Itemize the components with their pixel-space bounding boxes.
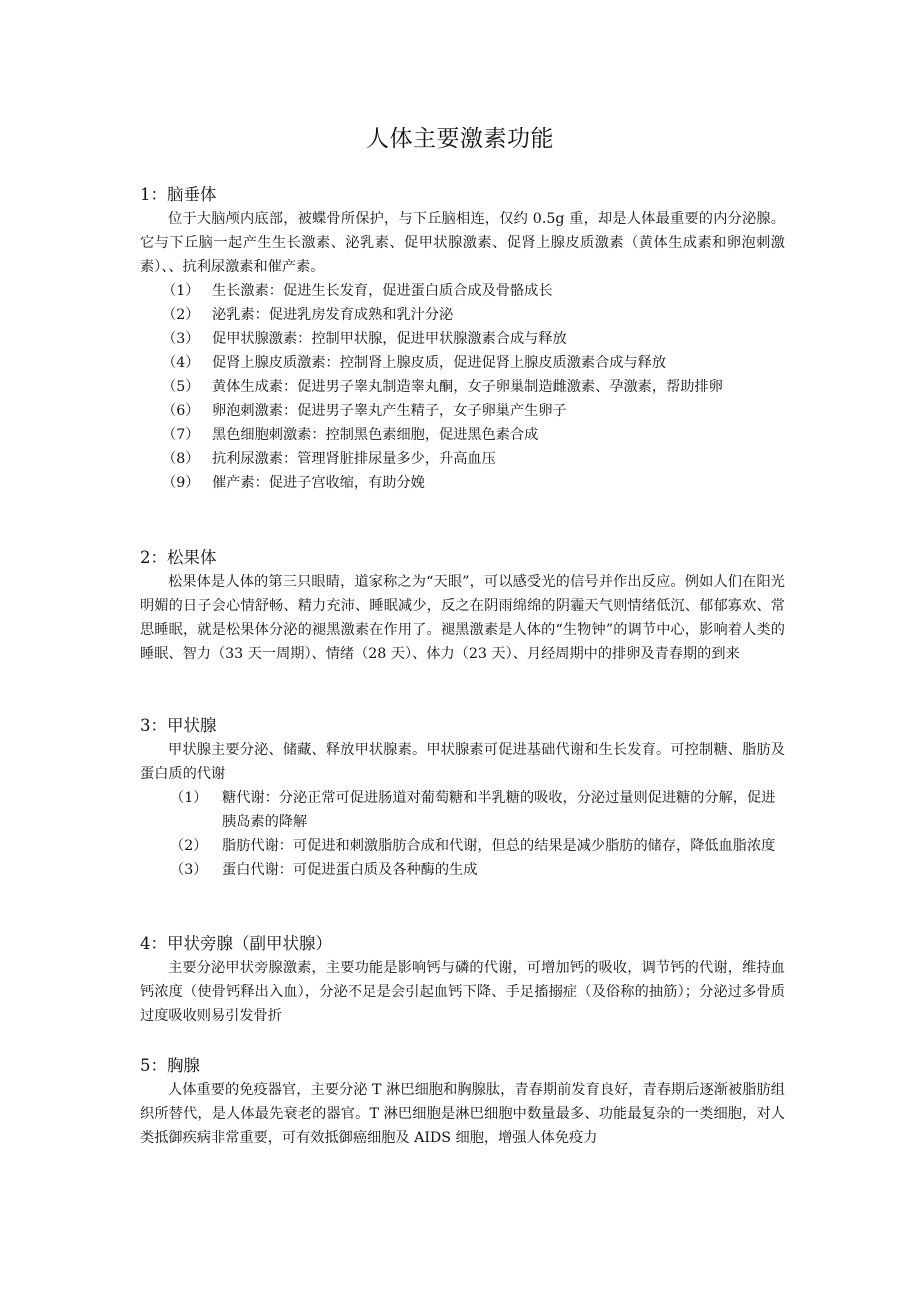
- item-number: （2）: [162, 307, 200, 323]
- list-item: [140, 399, 785, 423]
- item-text: 卵泡刺激素：促进男子睾丸产生精子，女子卵巢产生卵子: [212, 403, 567, 419]
- section-pineal: [140, 546, 785, 666]
- section-paragraph: 主要分泌甲状旁腺激素，主要功能是影响钙与磷的代谢，可增加钙的吸收，调节钙的代谢，维持血钙浓度（使骨钙释出入血），分泌不足是会引起血钙下降、手足搐搦症（及俗称的抽筋）；分泌过多骨质过度吸收则易引发骨折: [140, 960, 785, 1024]
- item-text: 脂肪代谢：可促进和刺激脂肪合成和代谢，但总的结果是减少脂肪的储存，降低血脂浓度: [222, 838, 776, 854]
- item-text: 糖代谢：分泌正常可促进肠道对葡萄糖和半乳糖的吸收，分泌过量则促进糖的分解，促进胰岛素的降解: [222, 790, 776, 830]
- section-heading: 2：松果体: [140, 548, 217, 567]
- list-item: [140, 834, 785, 858]
- item-text: 促肾上腺皮质激素：控制肾上腺皮质，促进促肾上腺皮质激素合成与释放: [212, 355, 667, 371]
- section-parathyroid: [140, 932, 785, 1028]
- list-item: [140, 447, 785, 471]
- item-number: （2）: [170, 838, 208, 854]
- item-number: （5）: [162, 379, 200, 395]
- item-number: （1）: [162, 283, 200, 299]
- metabolism-list: [140, 786, 785, 882]
- item-text: 催产素：促进子宫收缩，有助分娩: [212, 475, 425, 491]
- item-number: （6）: [162, 403, 200, 419]
- list-item: [140, 375, 785, 399]
- item-number: （3）: [162, 331, 200, 347]
- item-number: （7）: [162, 427, 200, 443]
- section-paragraph: 位于大脑颅内底部，被蝶骨所保护，与下丘脑相连，仅约 0.5g 重，却是人体最重要的内分泌腺。它与下丘脑一起产生生长激素、泌乳素、促甲状腺激素、促肾上腺皮质激素（黄体生成素和卵泡刺激素）、、抗利尿激素和催产素。: [140, 211, 785, 275]
- section-paragraph: 松果体是人体的第三只眼睛，道家称之为“天眼”，可以感受光的信号并作出反应。例如人们在阳光明媚的日子会心情舒畅、精力充沛、睡眠减少，反之在阴雨绵绵的阴霾天气则情绪低沉、郁郁寡欢、常思睡眠，就是松果体分泌的褪黑激素在作用了。褪黑激素是人体的“生物钟”的调节中心，影响着人类的睡眠、智力（33 天一周期）、情绪（28 天）、体力（23 天）、月经周期中的排卵及青春期的到来: [140, 574, 785, 662]
- item-number: （4）: [162, 355, 200, 371]
- item-number: （1）: [170, 790, 208, 806]
- item-number: （3）: [170, 862, 208, 878]
- item-text: 蛋白代谢：可促进蛋白质及各种酶的生成: [222, 862, 478, 878]
- item-text: 抗利尿激素：管理肾脏排尿量多少，升高血压: [212, 451, 496, 467]
- list-item: [140, 327, 785, 351]
- list-item: [140, 351, 785, 375]
- hormone-list: [140, 279, 785, 495]
- list-item: [140, 279, 785, 303]
- section-heading: 3：甲状腺: [140, 716, 217, 735]
- item-text: 黄体生成素：促进男子睾丸制造睾丸酮，女子卵巢制造雌激素、孕激素，帮助排卵: [212, 379, 723, 395]
- list-item: [140, 858, 785, 882]
- item-number: （8）: [162, 451, 200, 467]
- item-text: 生长激素：促进生长发育，促进蛋白质合成及骨骼成长: [212, 283, 553, 299]
- list-item: [140, 423, 785, 447]
- list-item: [140, 471, 785, 495]
- list-item: [140, 786, 785, 834]
- item-text: 促甲状腺激素：控制甲状腺，促进甲状腺激素合成与释放: [212, 331, 567, 347]
- section-pituitary: [140, 183, 785, 495]
- section-paragraph: 甲状腺主要分泌、储藏、释放甲状腺素。甲状腺素可促进基础代谢和生长发育。可控制糖、脂肪及蛋白质的代谢: [140, 742, 785, 782]
- section-thyroid: [140, 714, 785, 882]
- section-heading: 4：甲状旁腺（副甲状腺）: [140, 934, 332, 953]
- document-title: 人体主要激素功能: [366, 126, 554, 152]
- section-thymus: [140, 1054, 785, 1150]
- section-heading: 5：胸腺: [140, 1056, 200, 1075]
- list-item: [140, 303, 785, 327]
- section-paragraph: 人体重要的免疫器官，主要分泌 T 淋巴细胞和胸腺肽，青春期前发育良好，青春期后逐渐被脂肪组织所替代，是人体最先衰老的器官。T 淋巴细胞是淋巴细胞中数量最多、功能最复杂的一类细胞，对人类抵御疾病非常重要，可有效抵御癌细胞及 AIDS 细胞，增强人体免疫力: [140, 1082, 785, 1146]
- item-number: （9）: [162, 475, 200, 491]
- item-text: 黑色细胞刺激素：控制黑色素细胞，促进黑色素合成: [212, 427, 539, 443]
- item-text: 泌乳素：促进乳房发育成熟和乳汁分泌: [212, 307, 454, 323]
- section-heading: 1：脑垂体: [140, 185, 217, 204]
